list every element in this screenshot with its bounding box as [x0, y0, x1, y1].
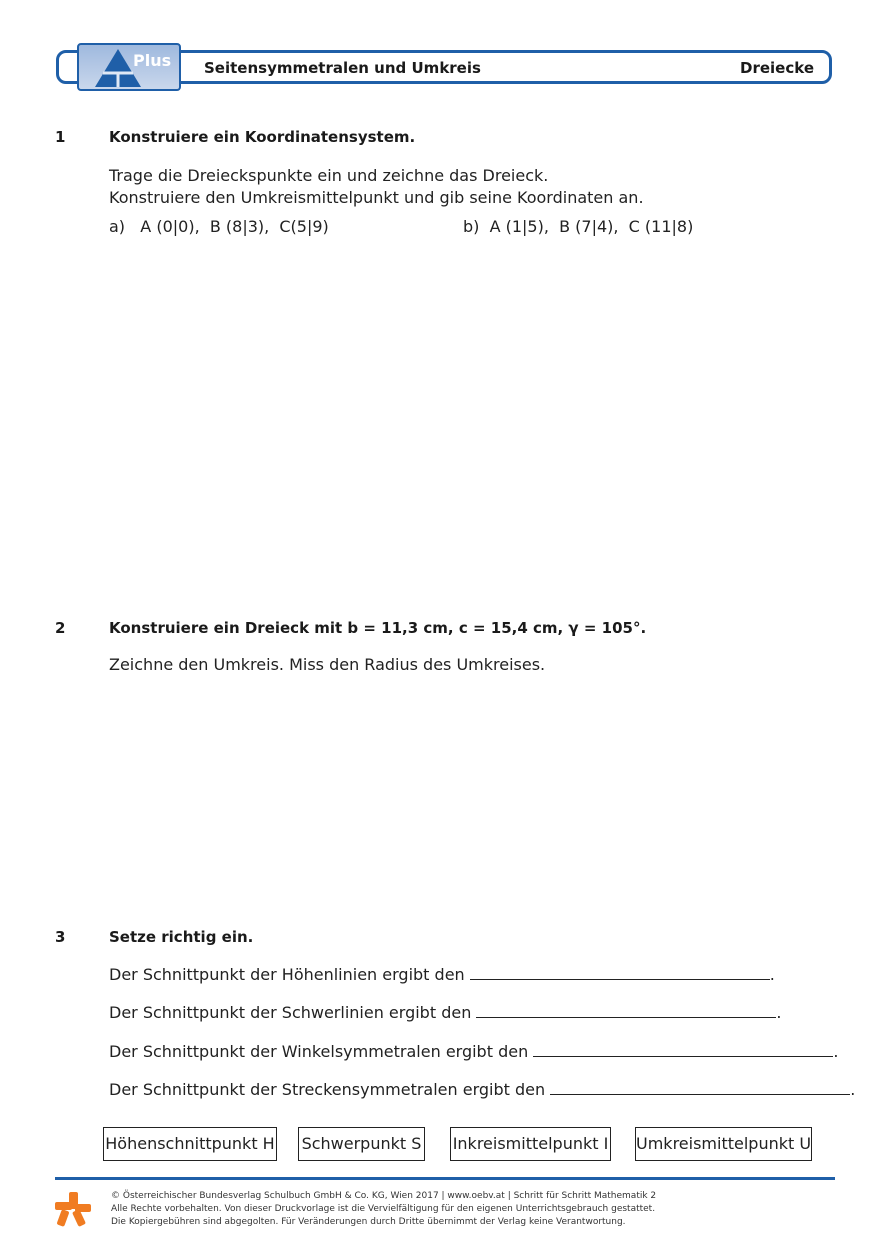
sentence-period: . [769, 965, 775, 984]
footer-copyright: © Österreichischer Bundesverlag Schulbuch GmbH & Co. KG, Wien 2017 | www.oebv.at | Schritt für Schritt Mathematik 2 [111, 1191, 657, 1201]
sentence-text: Der Schnittpunkt der Schwerlinien ergibt den [109, 1003, 472, 1022]
answer-blank[interactable] [550, 1080, 850, 1095]
sentence-text: Der Schnittpunkt der Höhenlinien ergibt den [109, 965, 465, 984]
task-1-part-a: a) A (0|0), B (8|3), C(5|9) [109, 217, 329, 236]
answer-blank[interactable] [470, 965, 770, 980]
sentence-text: Der Schnittpunkt der Streckensymmetralen ergibt den [109, 1080, 546, 1099]
fill-in-sentence [109, 1042, 838, 1061]
sentence-period: . [850, 1080, 856, 1099]
answer-blank[interactable] [533, 1042, 833, 1057]
footer-disclaimer: Die Kopiergebühren sind abgegolten. Für Veränderungen durch Dritte übernimmt der Verlag keine Verantwortung. [111, 1217, 626, 1227]
fill-in-sentence [109, 1003, 782, 1022]
word-box: Inkreismittelpunkt I [450, 1127, 611, 1161]
answer-blank[interactable] [476, 1003, 776, 1018]
task-1-heading: Konstruiere ein Koordinatensystem. [109, 128, 416, 146]
sentence-period: . [833, 1042, 839, 1061]
task-2-number: 2 [55, 619, 66, 637]
word-box: Schwerpunkt S [298, 1127, 425, 1161]
footer-divider [55, 1177, 835, 1180]
sentence-text: Der Schnittpunkt der Winkelsymmetralen ergibt den [109, 1042, 529, 1061]
word-box: Umkreismittelpunkt U [635, 1127, 812, 1161]
task-3-number: 3 [55, 928, 66, 946]
task-2-heading: Konstruiere ein Dreieck mit b = 11,3 cm, c = 15,4 cm, γ = 105°. [109, 619, 647, 637]
task-3-heading: Setze richtig ein. [109, 928, 254, 946]
plus-logo [77, 43, 181, 91]
task-2-line-1: Zeichne den Umkreis. Miss den Radius des Umkreises. [109, 655, 546, 674]
task-1-part-b: b) A (1|5), B (7|4), C (11|8) [463, 217, 694, 236]
section-title: Dreiecke [740, 59, 814, 77]
fill-in-sentence [109, 965, 775, 984]
fill-in-sentence [109, 1080, 855, 1099]
footer-rights: Alle Rechte vorbehalten. Von dieser Druckvorlage ist die Vervielfältigung für den eigenen Unterrichtsgebrauch gestattet. [111, 1204, 656, 1214]
sentence-period: . [776, 1003, 782, 1022]
publisher-logo-icon [53, 1190, 93, 1230]
task-1-number: 1 [55, 128, 66, 146]
word-box: Höhenschnittpunkt H [103, 1127, 277, 1161]
worksheet-title: Seitensymmetralen und Umkreis [204, 59, 481, 77]
task-1-line-2: Konstruiere den Umkreismittelpunkt und gib seine Koordinaten an. [109, 188, 644, 207]
task-1-line-1: Trage die Dreieckspunkte ein und zeichne das Dreieck. [109, 166, 549, 185]
logo-label: Plus [133, 51, 172, 70]
